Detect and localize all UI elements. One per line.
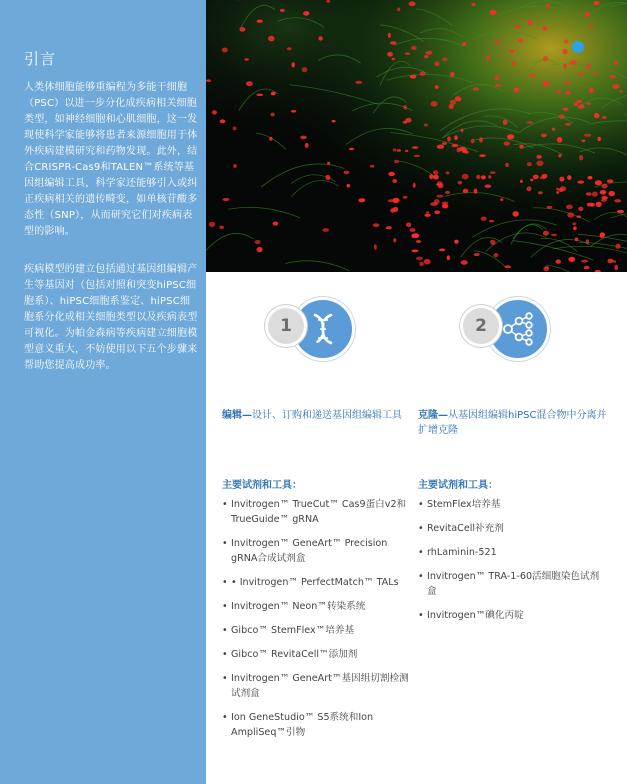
cell-nucleus	[587, 203, 594, 207]
cell-nucleus	[575, 237, 579, 241]
cell-nucleus	[568, 257, 575, 262]
cell-nucleus	[233, 126, 237, 130]
cell-nucleus	[463, 189, 469, 193]
cell-nucleus	[424, 124, 428, 127]
list-item: • Invitrogen™ GeneArt™基因组切割检测试剂盒	[222, 671, 412, 701]
cell-nucleus	[473, 87, 479, 90]
cell-nucleus	[543, 231, 549, 236]
cell-nucleus	[424, 259, 431, 265]
step-2-column	[418, 408, 608, 632]
cell-nucleus	[608, 191, 615, 196]
cell-nucleus	[586, 102, 590, 105]
cell-nucleus	[387, 52, 393, 57]
cell-nucleus	[393, 238, 396, 242]
step-2-title-text: 从基因组编辑hiPSC混合物中分离并扩增克隆	[418, 410, 607, 436]
cell-nucleus	[615, 244, 620, 249]
cell-nucleus	[602, 184, 608, 189]
cell-nucleus	[586, 239, 589, 244]
cell-nucleus	[494, 41, 501, 44]
cell-nucleus	[586, 192, 592, 195]
cell-nucleus	[239, 27, 245, 32]
cell-nucleus	[268, 36, 275, 42]
cell-nucleus	[327, 162, 330, 165]
cell-nucleus	[424, 55, 428, 59]
cell-nucleus	[344, 171, 350, 175]
cell-nucleus	[431, 101, 438, 107]
cell-nucleus	[504, 141, 510, 145]
cell-nucleus	[533, 175, 539, 180]
cell-nucleus	[212, 110, 217, 114]
cell-nucleus	[567, 175, 571, 180]
cell-nucleus	[455, 96, 462, 101]
cell-nucleus	[271, 92, 276, 96]
cell-nucleus	[476, 175, 481, 179]
cell-nucleus	[436, 195, 443, 198]
cell-nucleus	[222, 48, 228, 53]
cell-nucleus	[347, 184, 351, 187]
cell-nucleus	[452, 144, 459, 147]
cell-nucleus	[426, 211, 429, 213]
cell-nucleus	[495, 75, 499, 80]
cell-nucleus	[442, 142, 447, 145]
list-item: • Invitrogen™ Neon™转染系统	[222, 599, 412, 614]
cell-nucleus	[487, 55, 490, 61]
cell-nucleus	[515, 26, 522, 28]
cell-nucleus	[424, 214, 430, 217]
cell-nucleus	[403, 196, 408, 199]
cell-nucleus	[593, 72, 599, 75]
cell-nucleus	[567, 212, 574, 217]
cell-nucleus	[269, 137, 273, 141]
cell-nucleus	[504, 265, 511, 268]
cell-nucleus	[518, 39, 523, 43]
cell-nucleus	[479, 137, 483, 142]
cell-nucleus	[574, 102, 578, 106]
cell-nucleus	[454, 135, 458, 140]
list-item: • Invitrogen™ GeneArt™ Precision gRNA合成试剂盒	[222, 536, 412, 566]
list-item: • • Invitrogen™ PerfectMatch™ TALs	[222, 575, 412, 590]
cell-nucleus	[519, 145, 524, 149]
intro-paragraph-2: 疾病模型的建立包括通过基因组编辑产生等基因对（包括对照和突变hiPSC细胞系）、hiPSC细胞系鉴定、hiPSC细胞系分化成相关细胞类型以及疾病表型可视化。为帕金森病等疾病建立细胞模型意义重大，不妨使用以下五个步骤来帮助您提高成功率。	[24, 264, 198, 371]
step-2-title	[418, 408, 608, 438]
step-1-column	[222, 408, 412, 749]
list-item: • Ion GeneStudio™ S5系统和Ion AmpliSeq™引物	[222, 710, 412, 740]
cell-nucleus	[589, 88, 594, 93]
cell-nucleus	[601, 196, 607, 200]
cell-nucleus	[507, 134, 514, 139]
cell-nucleus	[562, 49, 567, 55]
cell-nucleus	[587, 64, 590, 69]
cell-nucleus	[620, 90, 623, 93]
cell-nucleus	[257, 247, 263, 252]
cell-nucleus	[566, 205, 573, 210]
cell-nucleus	[219, 226, 224, 229]
cell-nucleus	[437, 145, 444, 149]
cell-nucleus	[374, 244, 377, 250]
cell-nucleus	[485, 184, 492, 188]
cell-nucleus	[449, 104, 454, 109]
cell-nucleus	[233, 164, 237, 168]
cell-nucleus	[461, 260, 468, 265]
step-1-badge	[265, 297, 355, 357]
cell-nucleus	[292, 62, 295, 67]
intro-sidebar	[0, 0, 206, 784]
cell-nucleus	[615, 61, 619, 65]
cell-nucleus	[390, 41, 397, 44]
intro-paragraph-1: 人类体细胞能够重编程为多能干细胞（PSC）以进一步分化成疾病相关细胞类型，如神经细胞和心肌细胞，这一发现使科学家能够将患者来源细胞用于体外疾病建模研究和药物发现。此外，结合CRISPR-Cas9和TALEN™系统等基因组编辑工具，科学家还能够引入或纠正疾病相关的遗传畸变，如单核苷酸多态性（SNP），从而研究它们对疾病表型的影响。	[24, 82, 198, 237]
cell-nucleus	[403, 105, 407, 110]
cell-nucleus	[358, 198, 365, 202]
cell-nucleus	[577, 181, 584, 184]
list-item: • Gibco™ StemFlex™培养基	[222, 623, 412, 638]
cell-nucleus	[490, 171, 496, 174]
cell-nucleus	[442, 58, 447, 62]
cell-nucleus	[594, 1, 600, 5]
cell-nucleus	[596, 202, 602, 207]
cell-nucleus	[244, 58, 249, 60]
cell-nucleus	[471, 3, 475, 6]
cell-nucleus	[595, 180, 602, 185]
cell-nucleus	[581, 260, 588, 263]
cell-nucleus	[405, 118, 411, 123]
cell-nucleus	[447, 136, 451, 141]
cell-nucleus	[386, 226, 392, 229]
cell-nucleus	[446, 171, 450, 174]
cell-nucleus	[541, 133, 547, 137]
cell-nucleus	[613, 260, 616, 263]
cell-nucleus	[392, 58, 395, 60]
cell-nucleus	[489, 220, 494, 222]
cell-nucleus	[488, 175, 491, 179]
cell-nucleus	[332, 120, 336, 122]
cell-nucleus	[588, 176, 593, 180]
cell-nucleus	[433, 175, 439, 180]
cell-nucleus	[564, 81, 571, 83]
cell-nucleus	[494, 253, 499, 257]
list-item: • Invitrogen™碘化丙啶	[418, 608, 608, 623]
cell-nucleus	[513, 88, 519, 93]
cell-nucleus	[325, 175, 330, 180]
cell-nucleus	[471, 139, 475, 144]
cell-nucleus	[527, 121, 534, 124]
cell-nucleus	[538, 191, 543, 194]
cell-nucleus	[419, 262, 424, 266]
cell-nucleus	[413, 183, 416, 188]
cell-nucleus	[563, 108, 569, 111]
cell-nucleus	[434, 211, 440, 215]
cell-nucleus	[426, 51, 433, 55]
cell-nucleus	[559, 114, 565, 119]
cell-nucleus	[581, 140, 585, 143]
cell-nucleus	[373, 223, 380, 227]
cell-nucleus	[576, 216, 581, 218]
cell-nucleus	[579, 155, 583, 161]
cell-nucleus	[565, 123, 571, 126]
fluorescence-microscopy-image	[206, 0, 627, 272]
cell-nucleus	[585, 12, 590, 17]
step-1-materials-list	[222, 497, 412, 740]
step-1-materials-title: 主要试剂和工具：	[222, 480, 302, 491]
cell-nucleus	[612, 84, 619, 89]
step-1-title	[222, 408, 412, 438]
cell-nucleus	[410, 75, 416, 79]
cell-nucleus	[256, 94, 263, 96]
cell-nucleus	[433, 170, 438, 175]
cell-nucleus	[474, 189, 478, 194]
cell-nucleus	[578, 73, 584, 77]
cell-nucleus	[411, 46, 416, 50]
cell-nucleus	[434, 199, 440, 204]
intro-heading: 引言	[24, 50, 57, 68]
cell-nucleus	[388, 33, 391, 38]
cell-nucleus	[246, 81, 253, 86]
cell-nucleus	[463, 151, 469, 154]
cell-nucleus	[547, 206, 553, 209]
cell-nucleus	[556, 191, 559, 194]
cell-nucleus	[388, 172, 395, 176]
cell-nucleus	[409, 1, 416, 6]
cell-nucleus	[305, 143, 309, 148]
cell-nucleus	[454, 240, 459, 244]
cell-nucleus	[495, 84, 501, 87]
cell-nucleus	[592, 192, 598, 197]
cell-nucleus	[588, 26, 594, 29]
list-item: • Invitrogen™ TRA-1-60活细胞染色试剂盒	[418, 569, 608, 599]
cell-nucleus	[560, 186, 566, 191]
cell-nucleus	[565, 91, 570, 96]
cell-nucleus	[556, 260, 561, 264]
cell-nucleus	[481, 217, 487, 221]
cell-nucleus	[405, 150, 409, 152]
cell-nucleus	[397, 149, 402, 152]
cell-nucleus	[584, 134, 591, 137]
list-item: • StemFlex培养基	[418, 497, 608, 512]
cell-nucleus	[552, 128, 556, 131]
cell-nucleus	[503, 120, 508, 125]
step-1-title-lead: 编辑—	[222, 410, 252, 421]
cell-nucleus	[558, 154, 561, 158]
cell-nucleus	[445, 191, 450, 194]
cell-nucleus	[442, 204, 448, 209]
cell-nucleus	[479, 154, 485, 157]
cell-nucleus	[557, 137, 562, 143]
cell-nucleus	[546, 4, 550, 9]
cell-nucleus	[392, 179, 397, 183]
cell-nucleus	[322, 228, 329, 232]
cell-nucleus	[572, 222, 576, 225]
cell-nucleus	[543, 81, 550, 86]
cell-nucleus	[303, 11, 309, 16]
cell-nucleus	[551, 234, 557, 236]
cell-nucleus	[564, 39, 569, 43]
list-item: • RevitaCell补充剂	[418, 521, 608, 536]
cell-nucleus	[527, 162, 532, 166]
cell-nucleus	[509, 50, 514, 54]
cell-nucleus	[489, 10, 496, 15]
cell-nucleus	[607, 179, 614, 183]
cell-nucleus	[474, 253, 480, 256]
cell-nucleus	[462, 174, 469, 180]
cell-nucleus	[349, 148, 354, 150]
cell-nucleus	[439, 249, 445, 252]
cell-nucleus	[393, 207, 398, 212]
cell-nucleus	[416, 240, 421, 243]
cell-nucleus	[457, 181, 462, 184]
cell-nucleus	[543, 266, 549, 271]
cell-nucleus	[429, 174, 433, 179]
cell-nucleus	[559, 177, 564, 182]
cell-nucleus	[393, 149, 396, 152]
cell-nucleus	[542, 174, 548, 178]
cell-nucleus	[412, 146, 418, 149]
list-item: • rhLaminin-521	[418, 545, 608, 560]
step-1-title-text: 设计、订购和递送基因组编辑工具	[252, 410, 402, 421]
cell-nucleus	[563, 64, 567, 69]
cell-nucleus	[520, 180, 523, 183]
cell-nucleus	[326, 0, 330, 2]
cell-nucleus	[602, 116, 606, 119]
step-2-materials-title: 主要试剂和工具：	[418, 480, 498, 491]
cell-nucleus	[438, 183, 444, 188]
step-2-title-lead: 克隆—	[418, 410, 448, 421]
cell-nucleus	[392, 198, 399, 203]
cell-nucleus	[529, 74, 536, 77]
cell-nucleus	[291, 110, 296, 113]
cell-nucleus	[513, 211, 519, 217]
cell-nucleus	[412, 250, 419, 253]
cell-nucleus	[481, 175, 486, 179]
cell-nucleus	[512, 61, 515, 66]
step-1-number: 1	[265, 305, 307, 347]
cell-nucleus	[608, 259, 614, 264]
cell-nucleus	[257, 20, 263, 23]
cell-nucleus	[594, 113, 599, 118]
cell-nucleus	[397, 7, 400, 11]
cell-nucleus	[490, 240, 495, 245]
cell-nucleus	[302, 67, 308, 72]
cell-nucleus	[435, 85, 439, 89]
cell-nucleus	[505, 163, 509, 167]
cell-nucleus	[461, 129, 464, 133]
cell-nucleus	[573, 226, 577, 230]
cell-nucleus	[370, 165, 375, 168]
cell-nucleus	[556, 188, 559, 191]
cell-nucleus	[598, 137, 601, 141]
cell-nucleus	[610, 75, 616, 78]
cell-nucleus	[600, 190, 607, 195]
cell-nucleus	[584, 266, 590, 270]
step-2-badge	[460, 297, 550, 357]
cell-nucleus	[459, 147, 466, 151]
cell-nucleus	[578, 104, 584, 109]
step-2-materials-list	[418, 497, 608, 623]
cell-nucleus	[209, 222, 215, 227]
cell-nucleus	[617, 210, 624, 213]
cell-nucleus	[273, 222, 279, 226]
cell-nucleus	[355, 81, 362, 84]
cell-nucleus	[420, 71, 426, 75]
cell-nucleus	[614, 199, 621, 202]
cell-nucleus	[405, 52, 410, 55]
cell-nucleus	[300, 136, 307, 140]
cell-nucleus	[280, 9, 285, 12]
step-2-number: 2	[460, 305, 502, 347]
cell-nucleus	[576, 100, 582, 104]
cell-nucleus	[447, 255, 450, 260]
cell-nucleus	[412, 234, 416, 238]
cell-nucleus	[556, 90, 561, 93]
cell-nucleus	[287, 47, 292, 50]
cell-nucleus	[318, 36, 322, 40]
cell-nucleus	[600, 232, 605, 237]
cell-nucleus	[222, 198, 229, 201]
cell-nucleus	[614, 265, 618, 270]
cell-nucleus	[462, 42, 466, 46]
cell-nucleus	[578, 207, 583, 212]
cell-nucleus	[542, 26, 547, 31]
cell-nucleus	[416, 257, 423, 260]
cell-nucleus	[530, 179, 533, 182]
cell-nucleus	[570, 60, 577, 64]
cell-nucleus	[410, 228, 416, 232]
cell-nucleus	[500, 198, 503, 201]
cell-nucleus	[543, 56, 548, 61]
cell-nucleus	[536, 161, 543, 167]
cell-nucleus	[255, 240, 261, 244]
blue-nucleus-marker	[572, 41, 584, 53]
cell-nucleus	[536, 155, 541, 159]
cell-nucleus	[526, 186, 531, 191]
cell-nucleus	[220, 119, 226, 123]
cell-nucleus	[414, 155, 420, 157]
list-item: • Gibco™ RevitaCell™添加剂	[222, 647, 412, 662]
cell-nucleus	[435, 61, 440, 66]
cell-nucleus	[271, 113, 275, 117]
cell-nucleus	[528, 20, 532, 26]
cell-nucleus	[450, 72, 455, 77]
cell-nucleus	[394, 160, 399, 163]
cell-nucleus	[406, 222, 411, 227]
list-item: • Invitrogen™ TrueCut™ Cas9蛋白v2和TrueGuide™ gRNA	[222, 497, 412, 527]
